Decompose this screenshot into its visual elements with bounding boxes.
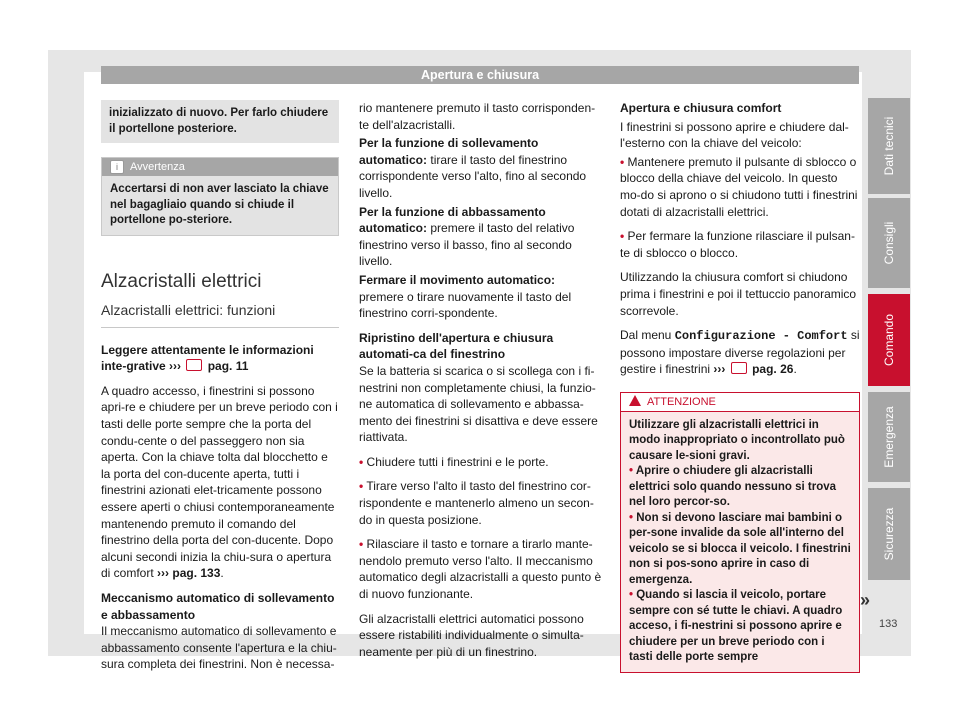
tab-emergenza[interactable]: [868, 392, 910, 482]
continue-arrow-icon: »: [860, 590, 871, 610]
tab-label: Sicurezza: [882, 507, 896, 561]
warning-header: [102, 158, 338, 176]
ref-arrows: ›››: [169, 359, 182, 374]
attention-body: [621, 412, 859, 672]
section-title: Alzacristalli elettrici: [101, 270, 262, 292]
tab-label: Dati tecnici: [882, 116, 896, 176]
list-item: [629, 464, 851, 511]
page-number: 133: [879, 618, 898, 630]
paragraph-text: premere il tasto del relativo finestrino verso il basso, fino al secondo livello.: [359, 221, 575, 269]
paragraph-text: si possono impostare diverse regolazioni per gestire i finestrini: [620, 328, 860, 377]
paragraph-text: A quadro accesso, i finestrini si possono apri-re e chiudere per un breve periodo con i tasti delle porte sempre che la porta del condu-cente o del passeggero non sia aperta. Con la chiave tolta dal blocchetto e la porta del con-ducente aperta, tutti i finestrini azionati elet-tricamente possono essere aperti o chiusi contemporaneamente mantenendo premuto il comando del finestrino della porta del con-ducente. Dopo alcuni secondi inizia la chiu-sura o apertura di comfort: [101, 383, 338, 581]
bullet-icon: •: [629, 465, 634, 478]
book-icon: [186, 359, 202, 371]
tab-label: Emergenza: [882, 406, 896, 468]
paragraph-text: Dal menu: [620, 328, 672, 343]
warning-box: [101, 157, 339, 236]
paragraph: [359, 272, 602, 322]
tab-dati-tecnici[interactable]: [868, 98, 910, 194]
warning-label: Avvertenza: [130, 161, 185, 173]
section-header: Apertura e chiusura: [101, 66, 859, 84]
bullet-icon: •: [629, 511, 634, 524]
heading: Meccanismo automatico di sollevamento e abbassamento: [101, 591, 335, 622]
list-item-text: Mantenere premuto il pulsante di sblocco o blocco della chiave del veicolo. In questo mo-do si aprono o si chiudono tutti i finestrini dotati di alzacristalli elettrici.: [620, 154, 858, 219]
paragraph: Dal menu Configurazione - Comfort si possono impostare diverse regolazioni per gestire i finestrini ››› pag. 26.: [620, 328, 860, 377]
list-item: [629, 511, 851, 589]
list-item: [620, 154, 860, 220]
tab-label: Consigli: [882, 221, 896, 265]
page-ref-link[interactable]: pag. 133: [172, 566, 221, 581]
list-item-text: Quando si lascia il veicolo, portare sempre con sé tutte le chiavi. A quadro acceso, i fi-nestrini si possono aprire e chiudere per un breve periodo con i tasti delle porte sempre: [629, 589, 843, 664]
tab-consigli[interactable]: [868, 198, 910, 288]
tab-comando[interactable]: [868, 294, 910, 386]
paragraph-text: tirare il tasto del finestrino corrispondente verso l'alto, fino al secondo livello.: [359, 152, 587, 200]
paragraph: [359, 135, 602, 201]
list-item-text: Non si devono lasciare mai bambini o per-sone invalide da sole all'interno del veicolo se si blocca il veicolo. I finestrini non si pos-sono aprire in caso di emergenza.: [629, 511, 851, 586]
info-box: inizializzato di nuovo. Per farlo chiudere il portellone posteriore.: [101, 100, 339, 143]
heading: Apertura e chiusura comfort: [620, 101, 782, 115]
ref-arrows: ›››: [157, 566, 170, 581]
paragraph: Utilizzando la chiusura comfort si chiudono prima i finestrini e poi il tettuccio panoramico scorrevole.: [620, 270, 857, 318]
tab-label: Comando: [882, 313, 896, 367]
bold-lead: Fermare il movimento automatico:: [359, 272, 556, 287]
warning-triangle-icon: [629, 395, 641, 406]
list-item-text: Aprire o chiudere gli alzacristalli elettrici solo quando nessuno si trova nel loro percor-so.: [629, 465, 837, 509]
paragraph: Se la batteria si scarica o si scollega con i fi-nestrini non completamente chiusi, la funzio-ne automatica di sollevamento e abbassa-mento dei finestrini si disattiva e deve essere riattivata.: [359, 363, 598, 445]
read-note: [101, 342, 339, 375]
list-item-text: Tirare verso l'alto il tasto del finestrino cor-rispondente e mantenerlo almeno un secon-do in questa posizione.: [359, 479, 594, 527]
bullet-icon: •: [620, 229, 625, 244]
bullet-icon: •: [620, 154, 625, 169]
bold-lead: Per la funzione di abbassamento automatico:: [359, 204, 546, 236]
menu-name: Configurazione - Comfort: [674, 329, 848, 344]
read-note-text: Leggere attentamente le informazioni inte-grative: [101, 342, 314, 374]
bullet-icon: •: [359, 479, 364, 494]
page-ref-link[interactable]: pag. 11: [207, 359, 249, 374]
list-item-text: Per fermare la funzione rilasciare il pulsan-te di sblocco o blocco.: [620, 229, 855, 260]
info-icon: i: [110, 160, 124, 174]
page-ref-link[interactable]: pag. 26: [752, 362, 794, 377]
paragraph: A quadro accesso, i finestrini si possono apri-re e chiudere per un breve periodo con i tasti delle porte sempre che la porta del condu-cente o del passeggero non sia aperta. Con la chiave tolta dal blocchetto e la porta del con-ducente aperta, tutti i finestrini azionati elet-tricamente possono essere aperti o chiusi contemporaneamente mantenendo premuto il comando del finestrino della porta del con-ducente. Dopo alcuni secondi inizia la chiu-sura o apertura di comfort ››› pag. 133.: [101, 383, 338, 581]
column-2: [359, 100, 602, 668]
bullet-icon: •: [359, 454, 364, 469]
attention-label: ATTENZIONE: [647, 395, 716, 408]
subsection-title: Alzacristalli elettrici: funzioni: [101, 302, 339, 328]
heading: Ripristino dell'apertura e chiusura automati-ca del finestrino: [359, 330, 554, 362]
bullet-icon: •: [629, 589, 634, 602]
column-1: [101, 100, 339, 681]
paragraph: I finestrini si possono aprire e chiudere dal-l'esterno con la chiave del veicolo:: [620, 119, 849, 151]
column-3: [620, 100, 860, 673]
paragraph: Il meccanismo automatico di sollevamento e abbassamento consente l'apertura e la chiu-sura completa dei finestrini. Non è necessa-: [101, 624, 337, 672]
list-item-text: Rilasciare il tasto e tornare a tirarlo mante-nendolo premuto verso l'alto. Il meccanismo automatico degli alzacristalli a questo punto è di nuovo funzionante.: [359, 537, 602, 602]
list-item: [359, 478, 602, 528]
list-item: [359, 454, 602, 471]
attention-header: [621, 393, 859, 412]
bold-lead: Per la funzione di sollevamento automatico:: [359, 136, 539, 167]
list-item: [359, 536, 602, 602]
paragraph-text: premere o tirare nuovamente il tasto del finestrino corri-spondente.: [359, 289, 572, 321]
warning-text: Accertarsi di non aver lasciato la chiave nel bagagliaio quando si chiude il portellone po-steriore.: [102, 176, 338, 235]
ref-arrows: ›››: [713, 362, 726, 377]
paragraph: Gli alzacristalli elettrici automatici possono essere ristabiliti individualmente o simulta-neamente per più di un finestrino.: [359, 611, 584, 659]
attention-box: [620, 392, 860, 673]
paragraph: rio mantenere premuto il tasto corrisponden-te dell'alzacristalli.: [359, 101, 596, 132]
bullet-icon: •: [359, 537, 364, 552]
list-item: [620, 228, 860, 261]
book-icon: [731, 362, 747, 374]
attention-intro: Utilizzare gli alzacristalli elettrici in modo inappropriato o incontrollato può causare le-sioni gravi.: [629, 418, 845, 462]
tab-sicurezza[interactable]: [868, 488, 910, 580]
paragraph: [359, 204, 602, 270]
list-item-text: Chiudere tutti i finestrini e le porte.: [366, 454, 549, 469]
list-item: [629, 588, 851, 666]
